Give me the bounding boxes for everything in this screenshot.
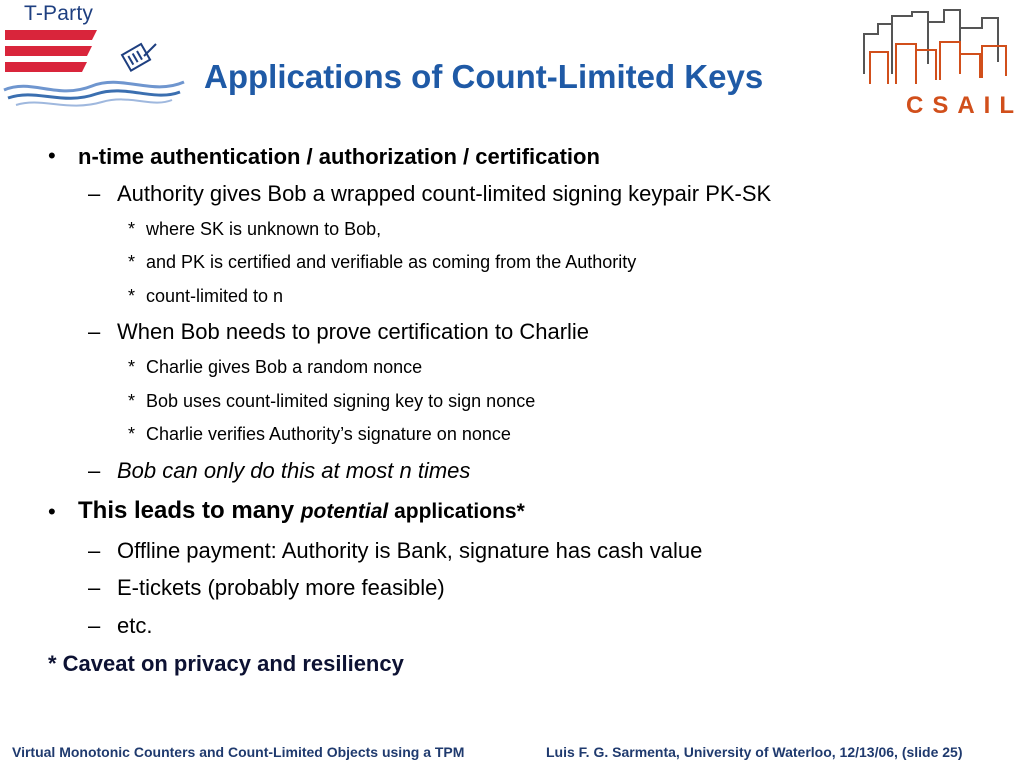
subsub-item-1-1-1: where SK is unknown to Bob,	[146, 219, 382, 239]
dash-marker: –	[88, 538, 101, 563]
dash-marker: –	[88, 575, 101, 600]
dash-marker: –	[88, 458, 101, 483]
dash-marker: –	[88, 181, 101, 206]
subsub-item-1-2-2: Bob uses count-limited signing key to sign nonce	[146, 391, 536, 411]
sub-item-1-2: When Bob needs to prove certification to Charlie	[117, 319, 590, 344]
tparty-logo-text: T-Party	[24, 2, 94, 25]
subsub-item-1-2-3: Charlie verifies Authority’s signature on nonce	[146, 424, 511, 444]
bullet-2-emphasis: potential	[300, 500, 389, 523]
subsub-item-1-1-2: and PK is certified and verifiable as coming from the Authority	[146, 252, 637, 272]
footer-right: Luis F. G. Sarmenta, University of Waterloo, 12/13/06, (slide 25)	[546, 744, 963, 760]
csail-logo-text: CSAIL	[906, 92, 1023, 119]
subsub-item-1-1-3: count-limited to n	[146, 286, 284, 306]
bullet-2-suffix: applications*	[388, 500, 525, 523]
sub-item-1-1: Authority gives Bob a wrapped count-limited signing keypair PK-SK	[117, 181, 772, 206]
slide-title: Applications of Count-Limited Keys	[204, 58, 764, 95]
bullet-marker: •	[48, 143, 56, 168]
subsub-item-1-2-1: Charlie gives Bob a random nonce	[146, 357, 423, 377]
bullet-marker: •	[48, 499, 56, 524]
dash-marker: –	[88, 613, 101, 638]
sub-item-2-2: E-tickets (probably more feasible)	[117, 575, 445, 600]
star-marker: *	[128, 424, 136, 444]
footer-left: Virtual Monotonic Counters and Count-Limited Objects using a TPM	[12, 744, 465, 760]
bullet-2-prefix: This leads to many	[78, 497, 301, 524]
sub-item-2-1: Offline payment: Authority is Bank, signature has cash value	[117, 538, 703, 563]
bullet-2-text	[78, 497, 525, 525]
dash-marker: –	[88, 319, 101, 344]
sub-item-2-3: etc.	[117, 613, 153, 638]
bullet-1-text: n-time authentication / authorization / certification	[78, 144, 600, 169]
star-marker: *	[128, 219, 136, 239]
star-marker: *	[128, 357, 136, 377]
star-marker: *	[128, 286, 136, 306]
star-marker: *	[128, 252, 136, 272]
caveat-note: * Caveat on privacy and resiliency	[48, 651, 404, 676]
sub-item-1-3: Bob can only do this at most n times	[117, 458, 471, 483]
star-marker: *	[128, 391, 136, 411]
